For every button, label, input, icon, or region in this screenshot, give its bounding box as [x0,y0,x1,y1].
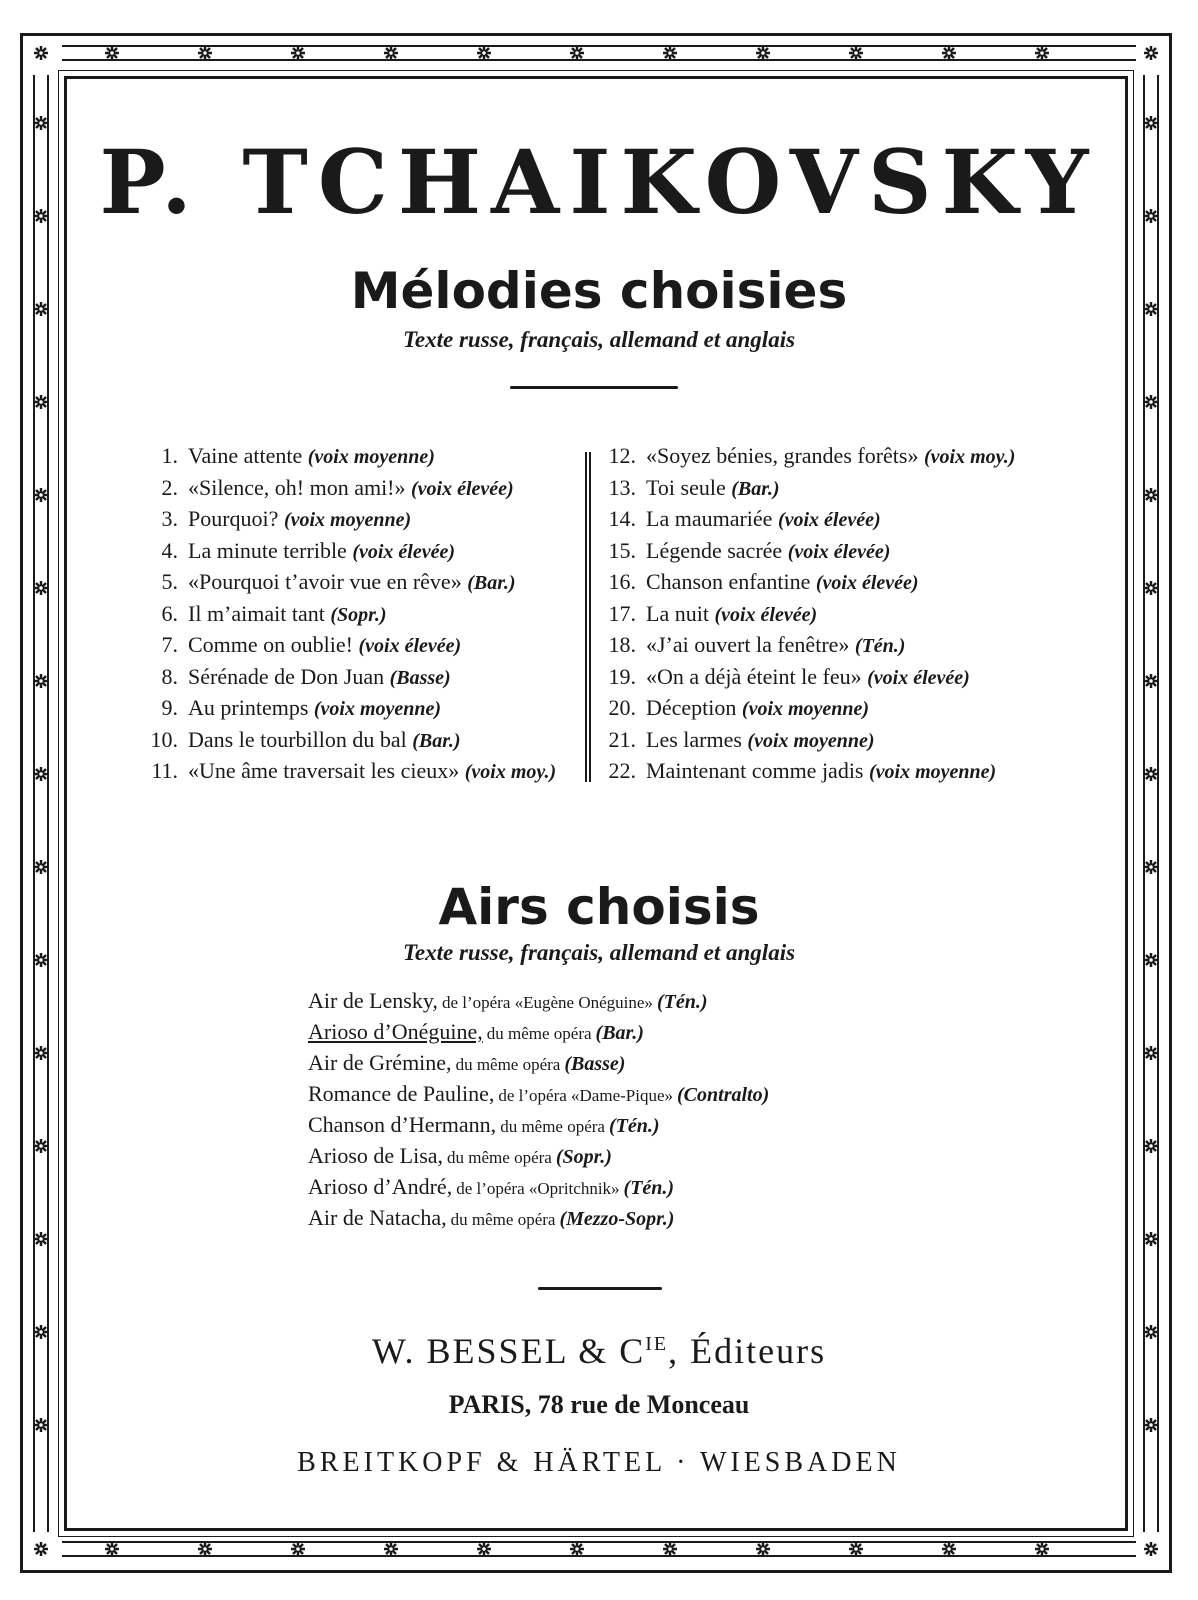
melody-item [600,629,1015,661]
voice-type: (voix élevée) [358,635,462,657]
melody-item [600,724,1015,756]
melody-title: Légende sacrée [646,537,783,563]
melodies-list-left [140,440,556,787]
melody-title: «Soyez bénies, grandes forêts» [646,443,919,468]
melodies-subtitle: Texte russe, français, allemand et anglais [402,327,796,352]
voice-type: (Bar.) [412,729,461,752]
voice-type: (Tén.) [623,1177,675,1199]
voice-type: (Bar.) [731,477,780,500]
voice-type: (voix moyenne) [741,698,870,720]
melody-title: Vaine attente [188,443,303,468]
publisher-address: PARIS, 78 rue de Monceau [448,1390,750,1419]
melody-title: «Pourquoi t’avoir vue en rêve» [188,569,462,594]
voice-type: (voix moyenne) [747,729,875,752]
air-source: du même opéra [500,1117,605,1136]
voice-type: (voix moyenne) [307,446,435,468]
voice-type: (Tén.) [608,1115,660,1137]
air-source: du même opéra [447,1148,552,1167]
melody-number: 22. [608,758,636,783]
air-name: Arioso d’Onéguine, [308,1019,483,1044]
melody-item [140,692,556,724]
melody-number: 14. [608,506,636,531]
divider-rule-top [510,386,678,389]
melody-number: 12. [608,443,636,468]
divider-rule-bottom [538,1287,662,1290]
air-item [308,1171,769,1202]
melody-title: La nuit [646,600,709,626]
airs-list [308,985,769,1233]
copublisher-name: BREITKOPF & HÄRTEL · WIESBADEN [297,1447,901,1478]
air-item [308,1078,769,1109]
voice-type: (voix moyenne) [313,698,442,720]
melody-item [600,755,1015,787]
voice-type: (voix élevée) [867,666,970,689]
publisher-name-post: , Éditeurs [668,1331,827,1371]
melody-title: «Silence, oh! mon ami!» [188,474,406,500]
melody-item [600,661,1015,693]
melodies-title: Mélodies choisies [350,262,848,320]
melody-number: 7. [161,632,178,657]
melody-title: Chanson enfantine [646,569,811,594]
melody-number: 11. [151,758,178,783]
voice-type: (voix moyenne) [283,509,412,531]
voice-type: (Bar.) [467,572,516,594]
melody-number: 1. [161,443,178,468]
publisher-name [0,1330,1198,1372]
voice-type: (voix moy.) [464,761,557,783]
melody-title: Déception [646,695,737,720]
melody-title: Les larmes [646,726,742,752]
melody-title: La minute terrible [188,537,347,563]
melody-item [140,503,556,535]
voice-type: (Tén.) [854,635,906,657]
air-item [308,1109,769,1140]
voice-type: (Basse) [564,1053,626,1075]
melody-number: 15. [608,537,636,563]
voice-type: (voix élevée) [815,572,919,594]
air-item [308,1016,769,1047]
melody-item [140,566,556,598]
melodies-list-right [600,440,1015,787]
melody-number: 10. [150,726,178,752]
melody-item [140,535,556,567]
column-divider [585,452,591,782]
voice-type: (voix élevée) [787,540,891,563]
melody-item [600,440,1015,472]
airs-title: Airs choisis [438,878,760,936]
melody-item [600,503,1015,535]
melody-number: 18. [608,632,636,657]
melody-title: «Une âme traversait les cieux» [188,758,460,783]
composer-name: P. TCHAIKOVSKY [99,130,1099,234]
melody-item [600,535,1015,567]
melody-item [140,472,556,504]
melody-number: 21. [608,726,636,752]
melody-item [140,661,556,693]
air-name: Air de Lensky, [308,988,438,1013]
melody-title: Dans le tourbillon du bal [188,726,407,752]
voice-type: (voix élevée) [352,540,456,563]
voice-type: (Basse) [389,666,451,689]
melody-number: 19. [608,663,636,689]
melody-title: La maumariée [646,506,773,531]
air-item [308,1047,769,1078]
melody-item [600,692,1015,724]
voice-type: (voix élevée) [777,509,881,531]
voice-type: (Sopr.) [330,603,387,626]
melody-item [140,598,556,630]
melody-title: «J’ai ouvert la fenêtre» [646,632,850,657]
melody-title: «On a déjà éteint le feu» [646,663,862,689]
voice-type: (Contralto) [677,1084,770,1106]
voice-type: (voix élevée) [411,477,514,500]
air-source: du même opéra [455,1055,561,1074]
melody-title: Pourquoi? [188,506,279,531]
melody-item [600,598,1015,630]
air-source: du même opéra [486,1024,592,1043]
airs-subtitle: Texte russe, français, allemand et anglais [402,940,796,965]
melody-title: Sérénade de Don Juan [188,663,385,689]
voice-type: (Tén.) [656,991,708,1013]
air-item [308,985,769,1016]
voice-type: (Bar.) [595,1022,644,1044]
melody-item [600,472,1015,504]
melody-number: 9. [161,695,178,720]
melody-title: Il m’aimait tant [188,600,325,626]
melody-item [600,566,1015,598]
melody-number: 16. [608,569,636,594]
melody-title: Maintenant comme jadis [646,758,864,783]
voice-type: (Sopr.) [555,1146,612,1168]
voice-type: (voix moyenne) [869,761,997,783]
melody-number: 3. [161,506,178,531]
melody-item [140,755,556,787]
melody-title: Toi seule [646,474,726,500]
melody-title: Comme on oublie! [188,632,353,657]
air-source: de l’opéra «Eugène Onéguine» [441,993,653,1012]
air-name: Arioso de Lisa, [308,1143,444,1168]
melody-number: 4. [161,537,178,563]
melody-item [140,440,556,472]
melody-item [140,629,556,661]
melody-number: 5. [161,569,178,594]
melody-title: Au printemps [188,695,309,720]
melody-number: 8. [161,663,178,689]
air-item [308,1140,769,1171]
melody-item [140,724,556,756]
air-name: Romance de Pauline, [308,1081,495,1106]
melody-number: 2. [161,474,178,500]
voice-type: (voix moy.) [923,446,1016,468]
air-name: Air de Natacha, [308,1205,447,1230]
air-name: Chanson d’Hermann, [308,1112,497,1137]
air-source: de l’opéra «Dame-Pique» [498,1086,674,1105]
air-name: Arioso d’André, [308,1174,453,1199]
air-item [308,1202,769,1233]
air-name: Air de Grémine, [308,1050,452,1075]
melody-number: 20. [608,695,636,720]
air-source: de l’opéra «Opritchnik» [456,1179,620,1198]
melody-number: 6. [161,600,178,626]
melody-number: 17. [608,600,636,626]
publisher-name-sup: IE [645,1333,669,1355]
air-source: du même opéra [450,1210,556,1229]
publisher-name-pre: W. BESSEL & C [371,1331,646,1371]
melody-number: 13. [608,474,636,500]
voice-type: (voix élevée) [714,603,818,626]
voice-type: (Mezzo-Sopr.) [559,1208,675,1230]
